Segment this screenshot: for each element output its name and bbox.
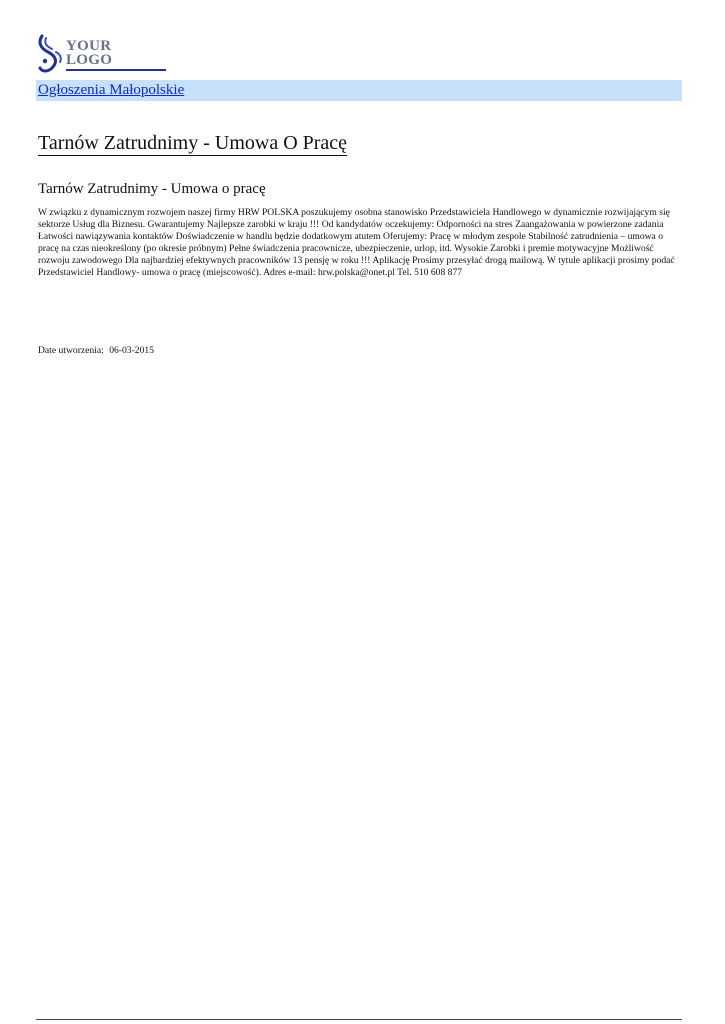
article-body: W związku z dynamicznym rozwojem naszej firmy HRW POLSKA poszukujemy osobna stanowisko Przedstawiciela Handlowego w dynamicznie rozwijającym się sektorze Usług dla Biznesu. Gwarantujemy Najlepsze zarobki w kraju !!! Od kandydatów oczekujemy: Odporności na stres Zaangażowania w powierzone zadania Łatwości nawiązywania kontaktów Doświadczenie w handlu będzie dodatkowym atutem Oferujemy: Pracę w młodym zespole Stabilność zatrudnienia – umowa o pracę na czas nieokreślony (po okresie próbnym) Pełne świadczenia pracownicze, ubezpieczenie, urlop, itd. Wysokie Zarobki i premie motywacyjne Możliwość rozwoju zawodowego Dla najbardziej efektywnych pracowników 13 pensję w roku !!! Aplikację Prosimy przesyłać drogą mailową. W tytule aplikacji prosimy podać Przedstawiciel Handlowy- umowa o pracę (miejscowość). Adres e-mail: hrw.polska@onet.pl Tel. 510 608 877 — [38, 207, 675, 279]
footer-divider — [36, 1019, 682, 1020]
logo-swirl-icon — [36, 34, 66, 78]
logo-line-2: LOGO — [66, 52, 113, 68]
site-banner — [36, 80, 682, 101]
logo — [36, 34, 136, 74]
page-title: Tarnów Zatrudnimy - Umowa O Pracę — [38, 132, 348, 154]
creation-date-label: Date utworzenia: — [38, 345, 104, 356]
logo-text — [66, 39, 112, 67]
logo-underline — [66, 69, 166, 71]
article-subtitle: Tarnów Zatrudnimy - Umowa o pracę — [38, 181, 266, 197]
creation-date — [38, 345, 154, 356]
logo-line-1: YOUR — [66, 38, 112, 54]
site-home-link[interactable]: Ogłoszenia Małopolskie — [38, 82, 185, 98]
creation-date-value: 06-03-2015 — [109, 345, 154, 356]
